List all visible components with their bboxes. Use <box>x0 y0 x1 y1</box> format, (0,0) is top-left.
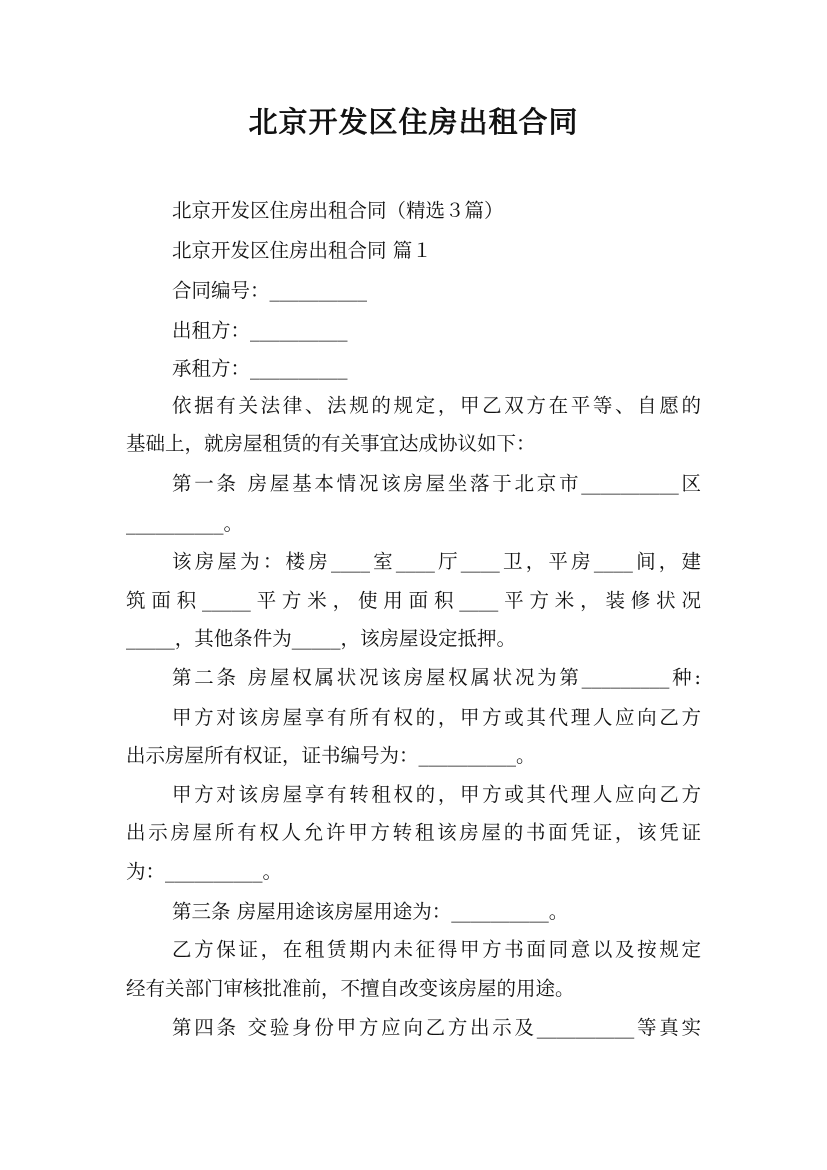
document-title: 北京开发区住房出租合同 <box>248 105 579 139</box>
subtitle-part-1: 北京开发区住房出租合同 篇１ <box>172 239 432 262</box>
paragraph-line: _____，其他条件为_____，该房屋设定抵押。 <box>126 627 517 650</box>
contract-number-line: 合同编号：__________ <box>172 279 368 302</box>
paragraph-line: 乙方保证，在租赁期内未征得甲方书面同意以及按规定 <box>172 938 701 961</box>
lessor-line: 出租方：__________ <box>172 319 348 342</box>
paragraph-line: 出示房屋所有权人允许甲方转租该房屋的书面凭证，该凭证 <box>126 821 701 844</box>
paragraph-line: 出示房屋所有权证，证书编号为：__________。 <box>126 744 536 767</box>
article-2-heading: 第二条 房屋权属状况该房屋权属状况为第_________种: <box>172 666 701 689</box>
article-1-heading: 第一条 房屋基本情况该房屋坐落于北京市__________区 <box>172 472 701 495</box>
paragraph-line: __________。 <box>126 512 244 535</box>
paragraph-line: 基础上，就房屋租赁的有关事宜达成协议如下： <box>126 432 536 455</box>
article-4-heading: 第四条 交验身份甲方应向乙方出示及__________等真实 <box>172 1016 701 1039</box>
paragraph-line: 依据有关法律、法规的规定，甲乙双方在平等、自愿的 <box>172 394 701 417</box>
paragraph-line: 为：__________。 <box>126 860 283 883</box>
paragraph-line: 该房屋为：楼房____室____厅____卫，平房____间，建 <box>172 550 701 573</box>
paragraph-line: 甲方对该房屋享有转租权的，甲方或其代理人应向乙方 <box>172 783 701 806</box>
paragraph-line: 经有关部门审核批准前，不擅自改变该房屋的用途。 <box>126 977 575 1000</box>
lessee-line: 承租方：__________ <box>172 357 348 380</box>
article-3-heading: 第三条 房屋用途该房屋用途为：__________。 <box>172 900 569 923</box>
subtitle-selection: 北京开发区住房出租合同（精选３篇） <box>172 199 504 222</box>
paragraph-line: 甲方对该房屋享有所有权的，甲方或其代理人应向乙方 <box>172 706 701 729</box>
paragraph-line: 筑面积_____平方米，使用面积____平方米，装修状况 <box>126 589 701 612</box>
